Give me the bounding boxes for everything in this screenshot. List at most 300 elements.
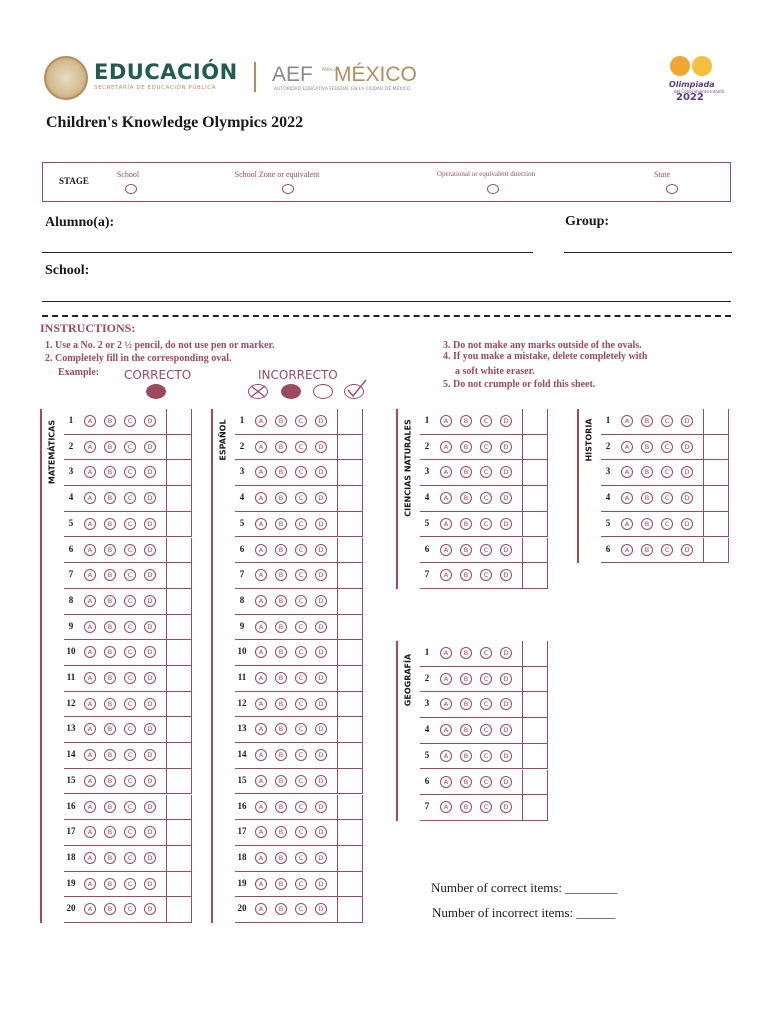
answer-bubble-c[interactable]: C <box>124 801 136 813</box>
aef-subtitle: AUTORIDAD EDUCATIVA FEDERAL EN LA CIUDAD DE MÉXICO <box>274 87 411 92</box>
answer-bubble-c[interactable]: C <box>480 673 492 685</box>
answer-bubble-d[interactable]: D <box>681 415 693 427</box>
answer-bubble-a[interactable]: A <box>84 775 96 787</box>
answer-bubble-c[interactable]: C <box>295 698 307 710</box>
answer-row <box>235 795 363 821</box>
answer-bubble-a[interactable]: A <box>84 903 96 915</box>
answer-bubble-d[interactable]: D <box>315 544 327 556</box>
answer-bubble-b[interactable]: B <box>641 466 653 478</box>
answer-bubble-a[interactable]: A <box>84 852 96 864</box>
answer-bubble-a[interactable]: A <box>84 621 96 633</box>
answer-bubble-a[interactable]: A <box>621 492 633 504</box>
score-cell <box>166 640 192 665</box>
answer-bubble-b[interactable]: B <box>460 569 472 581</box>
answer-bubble-d[interactable]: D <box>500 569 512 581</box>
answer-bubble-c[interactable]: C <box>295 569 307 581</box>
answer-row <box>235 486 363 512</box>
answer-bubble-d[interactable]: D <box>144 646 156 658</box>
answer-bubble-c[interactable]: C <box>295 775 307 787</box>
answer-bubble-b[interactable]: B <box>104 569 116 581</box>
answer-bubble-b[interactable]: B <box>275 749 287 761</box>
answer-bubble-a[interactable]: A <box>84 826 96 838</box>
answer-bubble-a[interactable]: A <box>440 466 452 478</box>
answer-bubble-a[interactable]: A <box>84 518 96 530</box>
answer-row <box>420 538 548 564</box>
answer-bubble-b[interactable]: B <box>460 801 472 813</box>
answer-bubble-a[interactable]: A <box>255 415 267 427</box>
question-number: 6 <box>424 543 430 554</box>
answer-bubble-d[interactable]: D <box>144 569 156 581</box>
answer-bubble-d[interactable]: D <box>144 903 156 915</box>
answer-bubble-d[interactable]: D <box>315 595 327 607</box>
answer-bubble-d[interactable]: D <box>144 415 156 427</box>
answer-bubble-b[interactable]: B <box>104 723 116 735</box>
answer-bubble-c[interactable]: C <box>295 672 307 684</box>
answer-bubble-b[interactable]: B <box>275 544 287 556</box>
answer-bubble-b[interactable]: B <box>460 466 472 478</box>
answer-bubble-d[interactable]: D <box>144 621 156 633</box>
answer-row <box>64 897 192 923</box>
answer-bubble-c[interactable]: C <box>480 776 492 788</box>
answer-bubble-c[interactable]: C <box>124 698 136 710</box>
answer-bubble-c[interactable]: C <box>124 775 136 787</box>
answer-bubble-c[interactable]: C <box>124 466 136 478</box>
answer-bubble-d[interactable]: D <box>144 544 156 556</box>
answer-bubble-a[interactable]: A <box>84 595 96 607</box>
answer-bubble-a[interactable]: A <box>84 801 96 813</box>
answer-bubble-b[interactable]: B <box>104 544 116 556</box>
school-line[interactable] <box>42 301 731 302</box>
answer-bubble-c[interactable]: C <box>124 518 136 530</box>
answer-bubble-b[interactable]: B <box>641 492 653 504</box>
answer-bubble-a[interactable]: A <box>255 878 267 890</box>
answer-bubble-b[interactable]: B <box>460 750 472 762</box>
answer-bubble-a[interactable]: A <box>84 646 96 658</box>
answer-bubble-c[interactable]: C <box>661 466 673 478</box>
answer-bubble-a[interactable]: A <box>255 672 267 684</box>
answer-row <box>235 820 363 846</box>
answer-bubble-b[interactable]: B <box>104 749 116 761</box>
question-number: 7 <box>424 801 430 812</box>
answer-bubble-b[interactable]: B <box>104 698 116 710</box>
answer-bubble-d[interactable]: D <box>315 441 327 453</box>
answer-bubble-d[interactable]: D <box>144 723 156 735</box>
answer-bubble-a[interactable]: A <box>440 518 452 530</box>
group-line[interactable] <box>564 252 732 253</box>
answer-bubble-c[interactable]: C <box>661 415 673 427</box>
answer-bubble-a[interactable]: A <box>621 441 633 453</box>
answer-bubble-c[interactable]: C <box>295 415 307 427</box>
answer-bubble-a[interactable]: A <box>84 492 96 504</box>
answer-bubble-d[interactable]: D <box>315 852 327 864</box>
answer-bubble-c[interactable]: C <box>295 852 307 864</box>
answer-bubble-a[interactable]: A <box>440 647 452 659</box>
answer-bubble-d[interactable]: D <box>500 466 512 478</box>
answer-bubble-c[interactable]: C <box>124 749 136 761</box>
answer-bubble-b[interactable]: B <box>275 801 287 813</box>
answer-bubble-c[interactable]: C <box>295 466 307 478</box>
answer-bubble-d[interactable]: D <box>500 698 512 710</box>
answer-bubble-c[interactable]: C <box>480 466 492 478</box>
score-cell <box>337 460 363 485</box>
answer-bubble-a[interactable]: A <box>255 544 267 556</box>
answer-bubble-c[interactable]: C <box>124 595 136 607</box>
answer-bubble-b[interactable]: B <box>104 415 116 427</box>
answer-bubble-b[interactable]: B <box>104 801 116 813</box>
answer-bubble-d[interactable]: D <box>144 749 156 761</box>
answer-bubble-a[interactable]: A <box>255 852 267 864</box>
mexico-logo-text: MÉXICO <box>334 63 417 86</box>
answer-bubble-d[interactable]: D <box>315 723 327 735</box>
stage-option-label: State <box>654 170 670 179</box>
answer-bubble-d[interactable]: D <box>500 750 512 762</box>
answer-bubble-c[interactable]: C <box>480 492 492 504</box>
header-divider <box>254 62 256 92</box>
answer-bubble-b[interactable]: B <box>104 441 116 453</box>
answer-bubble-c[interactable]: C <box>480 518 492 530</box>
answer-bubble-d[interactable]: D <box>681 492 693 504</box>
answer-bubble-c[interactable]: C <box>295 595 307 607</box>
answer-bubble-d[interactable]: D <box>500 673 512 685</box>
answer-bubble-d[interactable]: D <box>315 826 327 838</box>
answer-bubble-b[interactable]: B <box>275 466 287 478</box>
answer-bubble-c[interactable]: C <box>295 903 307 915</box>
answer-bubble-a[interactable]: A <box>255 518 267 530</box>
answer-bubble-a[interactable]: A <box>255 595 267 607</box>
answer-bubble-c[interactable]: C <box>480 544 492 556</box>
answer-bubble-c[interactable]: C <box>480 698 492 710</box>
answer-bubble-d[interactable]: D <box>681 544 693 556</box>
stage-box <box>42 162 731 202</box>
score-cell <box>166 717 192 742</box>
score-cell <box>703 512 729 537</box>
answer-bubble-d[interactable]: D <box>681 441 693 453</box>
answer-bubble-d[interactable]: D <box>315 466 327 478</box>
answer-bubble-b[interactable]: B <box>275 903 287 915</box>
answer-bubble-a[interactable]: A <box>255 646 267 658</box>
answer-bubble-b[interactable]: B <box>275 775 287 787</box>
answer-bubble-a[interactable]: A <box>255 698 267 710</box>
answer-bubble-a[interactable]: A <box>255 826 267 838</box>
answer-bubble-b[interactable]: B <box>104 878 116 890</box>
answer-row <box>420 460 548 486</box>
answer-bubble-a[interactable]: A <box>84 441 96 453</box>
answer-bubble-b[interactable]: B <box>641 518 653 530</box>
answer-bubble-b[interactable]: B <box>275 569 287 581</box>
answer-bubble-c[interactable]: C <box>480 801 492 813</box>
answer-bubble-b[interactable]: B <box>275 492 287 504</box>
answer-bubble-b[interactable]: B <box>641 544 653 556</box>
answer-bubble-a[interactable]: A <box>440 801 452 813</box>
answer-bubble-a[interactable]: A <box>84 723 96 735</box>
answer-bubble-c[interactable]: C <box>295 492 307 504</box>
answer-bubble-d[interactable]: D <box>315 518 327 530</box>
score-cell <box>703 409 729 434</box>
answer-bubble-a[interactable]: A <box>440 724 452 736</box>
answer-row <box>235 512 363 538</box>
answer-bubble-b[interactable]: B <box>104 903 116 915</box>
answer-bubble-a[interactable]: A <box>255 492 267 504</box>
answer-bubble-c[interactable]: C <box>124 415 136 427</box>
answer-bubble-d[interactable]: D <box>144 852 156 864</box>
answer-bubble-c[interactable]: C <box>295 826 307 838</box>
answer-row <box>64 666 192 692</box>
answer-bubble-a[interactable]: A <box>440 544 452 556</box>
answer-row <box>235 435 363 461</box>
answer-bubble-b[interactable]: B <box>275 723 287 735</box>
answer-bubble-d[interactable]: D <box>315 492 327 504</box>
answer-bubble-a[interactable]: A <box>255 749 267 761</box>
answer-bubble-c[interactable]: C <box>661 518 673 530</box>
answer-bubble-b[interactable]: B <box>275 878 287 890</box>
answer-bubble-c[interactable]: C <box>480 750 492 762</box>
answer-bubble-c[interactable]: C <box>295 878 307 890</box>
answer-bubble-d[interactable]: D <box>144 595 156 607</box>
answer-bubble-a[interactable]: A <box>255 801 267 813</box>
answer-row <box>420 409 548 435</box>
answer-bubble-d[interactable]: D <box>500 518 512 530</box>
question-number: 2 <box>424 672 430 683</box>
score-cell <box>337 435 363 460</box>
answer-bubble-d[interactable]: D <box>315 672 327 684</box>
answer-bubble-a[interactable]: A <box>84 415 96 427</box>
answer-bubble-b[interactable]: B <box>641 441 653 453</box>
stage-oval-school[interactable] <box>125 184 137 194</box>
answer-bubble-a[interactable]: A <box>440 492 452 504</box>
olympiad-year: 2022 <box>676 92 704 103</box>
stage-oval-state[interactable] <box>666 184 678 194</box>
answer-bubble-d[interactable]: D <box>500 724 512 736</box>
question-number: 8 <box>239 594 245 605</box>
answer-row <box>235 538 363 564</box>
answer-bubble-d[interactable]: D <box>315 621 327 633</box>
answer-bubble-b[interactable]: B <box>275 595 287 607</box>
answer-row <box>420 718 548 744</box>
answer-bubble-b[interactable]: B <box>275 441 287 453</box>
answer-bubble-d[interactable]: D <box>315 698 327 710</box>
answer-bubble-b[interactable]: B <box>641 415 653 427</box>
answer-bubble-b[interactable]: B <box>104 492 116 504</box>
score-cell <box>337 538 363 563</box>
stage-oval-direction[interactable] <box>487 184 499 194</box>
answer-bubble-a[interactable]: A <box>621 415 633 427</box>
answer-bubble-d[interactable]: D <box>500 801 512 813</box>
answer-bubble-a[interactable]: A <box>621 466 633 478</box>
answer-bubble-a[interactable]: A <box>255 723 267 735</box>
answer-bubble-c[interactable]: C <box>124 723 136 735</box>
answer-bubble-a[interactable]: A <box>255 569 267 581</box>
answer-bubble-c[interactable]: C <box>124 646 136 658</box>
answer-bubble-d[interactable]: D <box>144 801 156 813</box>
score-cell <box>166 589 192 614</box>
answer-bubble-c[interactable]: C <box>661 492 673 504</box>
olympiad-word: Olimpiada <box>669 80 715 89</box>
answer-bubble-b[interactable]: B <box>460 492 472 504</box>
answer-bubble-c[interactable]: C <box>295 621 307 633</box>
answer-bubble-c[interactable]: C <box>480 647 492 659</box>
answer-bubble-c[interactable]: C <box>295 441 307 453</box>
answer-row <box>420 486 548 512</box>
answer-bubble-b[interactable]: B <box>460 415 472 427</box>
answer-bubble-d[interactable]: D <box>144 878 156 890</box>
answer-bubble-b[interactable]: B <box>104 672 116 684</box>
answer-bubble-c[interactable]: C <box>124 852 136 864</box>
answer-bubble-b[interactable]: B <box>275 646 287 658</box>
score-cell <box>166 820 192 845</box>
answer-bubble-d[interactable]: D <box>315 569 327 581</box>
answer-bubble-a[interactable]: A <box>255 775 267 787</box>
answer-bubble-b[interactable]: B <box>275 621 287 633</box>
answer-bubble-a[interactable]: A <box>84 569 96 581</box>
answer-bubble-c[interactable]: C <box>124 492 136 504</box>
answer-bubble-a[interactable]: A <box>84 698 96 710</box>
answer-bubble-c[interactable]: C <box>295 544 307 556</box>
cut-line <box>42 315 731 317</box>
answer-bubble-c[interactable]: C <box>124 878 136 890</box>
answer-bubble-a[interactable]: A <box>84 466 96 478</box>
answer-bubble-a[interactable]: A <box>84 749 96 761</box>
answer-bubble-b[interactable]: B <box>275 415 287 427</box>
answer-bubble-a[interactable]: A <box>440 750 452 762</box>
answer-row <box>64 743 192 769</box>
answer-bubble-c[interactable]: C <box>661 441 673 453</box>
answer-bubble-d[interactable]: D <box>681 466 693 478</box>
answer-bubble-a[interactable]: A <box>621 518 633 530</box>
answer-bubble-c[interactable]: C <box>295 518 307 530</box>
answer-bubble-c[interactable]: C <box>295 801 307 813</box>
answer-bubble-d[interactable]: D <box>315 903 327 915</box>
score-cell <box>337 666 363 691</box>
answer-bubble-d[interactable]: D <box>315 646 327 658</box>
answer-bubble-d[interactable]: D <box>315 775 327 787</box>
answer-bubble-c[interactable]: C <box>295 646 307 658</box>
answer-bubble-d[interactable]: D <box>144 441 156 453</box>
answer-bubble-c[interactable]: C <box>480 724 492 736</box>
answer-bubble-b[interactable]: B <box>460 724 472 736</box>
answer-bubble-d[interactable]: D <box>315 801 327 813</box>
answer-bubble-b[interactable]: B <box>460 544 472 556</box>
answer-bubble-b[interactable]: B <box>460 518 472 530</box>
answer-bubble-b[interactable]: B <box>104 826 116 838</box>
answer-bubble-d[interactable]: D <box>500 441 512 453</box>
answer-bubble-b[interactable]: B <box>460 673 472 685</box>
answer-bubble-d[interactable]: D <box>144 672 156 684</box>
answer-bubble-a[interactable]: A <box>84 544 96 556</box>
answer-bubble-d[interactable]: D <box>144 492 156 504</box>
answer-row <box>601 486 729 512</box>
answer-bubble-b[interactable]: B <box>275 826 287 838</box>
answer-bubble-a[interactable]: A <box>440 698 452 710</box>
answer-bubble-b[interactable]: B <box>104 466 116 478</box>
example-crossed-oval <box>248 384 268 399</box>
answer-bubble-b[interactable]: B <box>275 518 287 530</box>
answer-bubble-b[interactable]: B <box>104 775 116 787</box>
answer-bubble-c[interactable]: C <box>480 569 492 581</box>
answer-bubble-a[interactable]: A <box>255 621 267 633</box>
answer-bubble-c[interactable]: C <box>295 723 307 735</box>
answer-row <box>64 692 192 718</box>
answer-bubble-b[interactable]: B <box>460 698 472 710</box>
question-number: 5 <box>605 517 611 528</box>
answer-bubble-d[interactable]: D <box>144 466 156 478</box>
score-cell <box>337 486 363 511</box>
answer-bubble-b[interactable]: B <box>104 621 116 633</box>
answer-bubble-d[interactable]: D <box>315 415 327 427</box>
answer-bubble-b[interactable]: B <box>104 852 116 864</box>
answer-bubble-b[interactable]: B <box>275 698 287 710</box>
answer-bubble-a[interactable]: A <box>440 776 452 788</box>
score-cell <box>166 743 192 768</box>
answer-bubble-b[interactable]: B <box>104 595 116 607</box>
answer-row <box>64 717 192 743</box>
stage-oval-school-zone[interactable] <box>282 184 294 194</box>
section-label: MATEMÁTICAS <box>47 419 57 485</box>
question-number: 15 <box>66 774 76 785</box>
answer-bubble-d[interactable]: D <box>144 775 156 787</box>
section-label: ESPAÑOL <box>218 419 228 461</box>
question-number: 8 <box>68 594 74 605</box>
question-number: 12 <box>237 697 247 708</box>
answer-bubble-d[interactable]: D <box>144 826 156 838</box>
answer-bubble-d[interactable]: D <box>500 492 512 504</box>
answer-bubble-b[interactable]: B <box>460 647 472 659</box>
answer-bubble-b[interactable]: B <box>104 518 116 530</box>
answer-bubble-a[interactable]: A <box>255 903 267 915</box>
answer-bubble-d[interactable]: D <box>681 518 693 530</box>
answer-bubble-b[interactable]: B <box>104 646 116 658</box>
answer-row <box>64 512 192 538</box>
answer-bubble-d[interactable]: D <box>500 776 512 788</box>
example-correct-oval <box>146 384 166 399</box>
answer-bubble-a[interactable]: A <box>84 878 96 890</box>
answer-bubble-c[interactable]: C <box>124 621 136 633</box>
answer-bubble-c[interactable]: C <box>124 544 136 556</box>
answer-bubble-a[interactable]: A <box>440 673 452 685</box>
answer-bubble-d[interactable]: D <box>144 518 156 530</box>
answer-bubble-a[interactable]: A <box>255 466 267 478</box>
answer-bubble-c[interactable]: C <box>124 903 136 915</box>
answer-bubble-c[interactable]: C <box>124 672 136 684</box>
answer-bubble-a[interactable]: A <box>440 441 452 453</box>
answer-bubble-c[interactable]: C <box>661 544 673 556</box>
answer-bubble-c[interactable]: C <box>124 569 136 581</box>
answer-bubble-c[interactable]: C <box>480 441 492 453</box>
student-line[interactable] <box>42 252 533 253</box>
answer-bubble-a[interactable]: A <box>440 569 452 581</box>
answer-bubble-c[interactable]: C <box>480 415 492 427</box>
answer-bubble-a[interactable]: A <box>84 672 96 684</box>
answer-bubble-b[interactable]: B <box>460 776 472 788</box>
answer-bubble-d[interactable]: D <box>500 544 512 556</box>
score-cell <box>337 897 363 922</box>
answer-bubble-a[interactable]: A <box>440 415 452 427</box>
answer-bubble-d[interactable]: D <box>315 878 327 890</box>
answer-bubble-c[interactable]: C <box>295 749 307 761</box>
answer-bubble-d[interactable]: D <box>315 749 327 761</box>
answer-bubble-b[interactable]: B <box>275 852 287 864</box>
answer-bubble-c[interactable]: C <box>124 826 136 838</box>
answer-bubble-b[interactable]: B <box>460 441 472 453</box>
answer-bubble-c[interactable]: C <box>124 441 136 453</box>
answer-row <box>235 666 363 692</box>
answer-bubble-b[interactable]: B <box>275 672 287 684</box>
answer-bubble-d[interactable]: D <box>144 698 156 710</box>
answer-bubble-a[interactable]: A <box>255 441 267 453</box>
answer-bubble-d[interactable]: D <box>500 415 512 427</box>
stage-label: STAGE <box>59 176 89 186</box>
answer-bubble-d[interactable]: D <box>500 647 512 659</box>
answer-bubble-a[interactable]: A <box>621 544 633 556</box>
